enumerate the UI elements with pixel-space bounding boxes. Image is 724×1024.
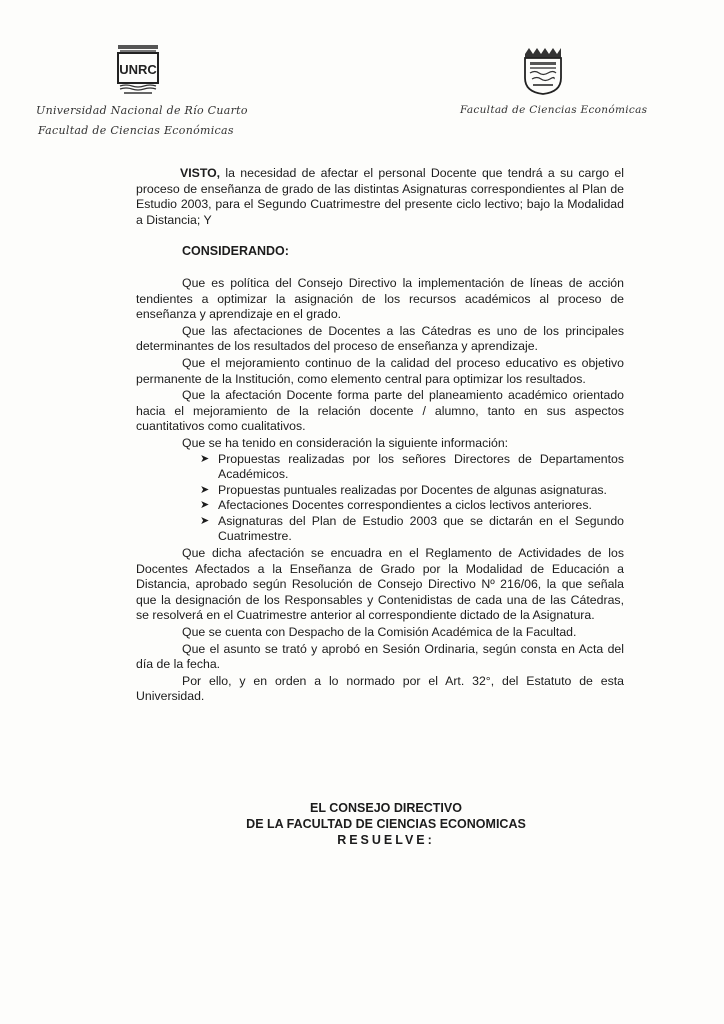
considerando-paragraph: Que la afectación Docente forma parte del planeamiento académico orientado hacia el mejoramiento de la relación docente / alumno, tanto en sus aspectos cuantitativos como cualitativos. <box>136 388 624 434</box>
considerando-paragraph: Que las afectaciones de Docentes a las Cátedras es uno de los principales determinantes de los resultados del proceso de enseñanza y aprendizaje. <box>136 323 624 354</box>
arrowhead-bullet-icon: ➤ <box>200 499 210 512</box>
resolution-heading-line: EL CONSEJO DIRECTIVO <box>310 801 462 815</box>
visto-text: la necesidad de afectar el personal Docente que tendrá a su cargo el proceso de enseñanza de grado de las distintas Asignaturas correspondientes al Plan de Estudio 2003, para el Segundo Cuatrimestre del presente ciclo lectivo; bajo la Modalidad a Distancia; Y <box>136 166 624 227</box>
considerando-paragraph: Que se ha tenido en consideración la siguiente información: <box>182 435 509 450</box>
considerando-paragraph: Que es política del Consejo Directivo la implementación de líneas de acción tendientes a optimizar la asignación de los recursos académicos al proceso de enseñanza y aprendizaje en el grado. <box>136 275 624 322</box>
resolution-heading <box>186 800 586 848</box>
resolution-heading-line: DE LA FACULTAD DE CIENCIAS ECONOMICAS <box>246 817 526 831</box>
considerando-paragraph: Que se cuenta con Despacho de la Comisión Académica de la Facultad. <box>182 625 577 640</box>
list-item <box>200 498 624 514</box>
arrowhead-bullet-icon: ➤ <box>200 452 210 465</box>
document-body <box>136 166 624 705</box>
information-list <box>136 452 624 546</box>
arrowhead-bullet-icon: ➤ <box>200 514 210 527</box>
visto-label: VISTO, <box>180 166 221 180</box>
visto-paragraph <box>136 166 624 228</box>
list-item <box>200 452 624 483</box>
list-item-text: Asignaturas del Plan de Estudio 2003 que se dictarán en el Segundo Cuatrimestre. <box>218 513 624 544</box>
faculty-name-left: Facultad de Ciencias Económicas <box>38 124 234 137</box>
considerando-paragraph: Que dicha afectación se encuadra en el Reglamento de Actividades de los Docentes Afectados a la Enseñanza de Grado por la Modalidad de Educación a Distancia, aprobado según Resolución de Consejo Directivo Nº 216/06, la que señala que la designación de los Responsables y Contenidistas de cada una de las Cátedras, se resolverá en el Cuatrimestre anterior al correspondiente dictado de la Asignatura. <box>136 546 624 623</box>
list-item <box>200 514 624 545</box>
faculty-crest-logo <box>521 44 565 96</box>
list-item-text: Propuestas puntuales realizadas por Docentes de algunas asignaturas. <box>218 482 607 497</box>
list-item-text: Propuestas realizadas por los señores Directores de Departamentos Académicos. <box>218 451 624 482</box>
considerando-paragraph: Por ello, y en orden a lo normado por el Art. 32°, del Estatuto de esta Universidad. <box>136 673 624 704</box>
resuelve-label: RESUELVE: <box>337 833 435 847</box>
considerando-paragraph: Que el asunto se trató y aprobó en Sesión Ordinaria, según consta en Acta del día de la fecha. <box>136 641 624 672</box>
arrowhead-bullet-icon: ➤ <box>200 483 210 496</box>
unrc-logo-text: UNRC <box>119 62 157 77</box>
faculty-name-right: Facultad de Ciencias Económicas <box>460 104 648 116</box>
list-item <box>200 483 624 499</box>
university-name: Universidad Nacional de Río Cuarto <box>36 104 248 117</box>
considerando-heading: CONSIDERANDO: <box>182 244 289 259</box>
list-item-text: Afectaciones Docentes correspondientes a ciclos lectivos anteriores. <box>218 498 592 513</box>
considerando-paragraph: Que el mejoramiento continuo de la calidad del proceso educativo es objetivo permanente de la Institución, como elemento central para optimizar los resultados. <box>136 355 624 386</box>
unrc-logo <box>114 44 162 96</box>
